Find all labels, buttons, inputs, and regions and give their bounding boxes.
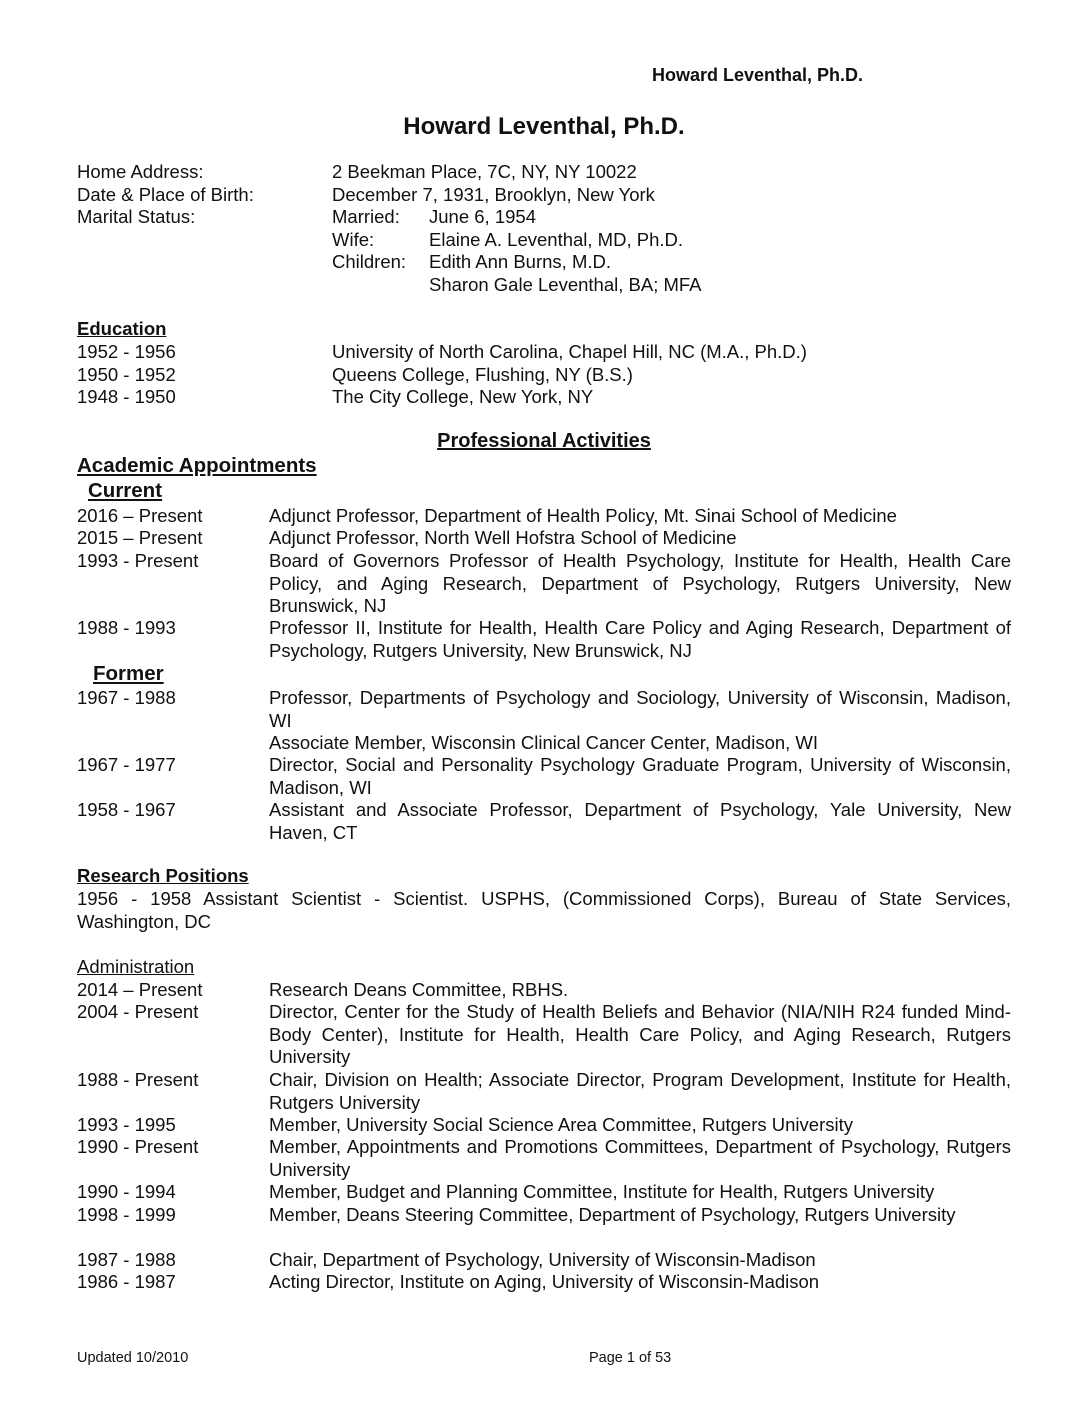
education-years: 1952 - 1956 — [77, 341, 176, 362]
wife-value: Elaine A. Leventhal, MD, Ph.D. — [429, 229, 683, 250]
admin-text: Chair, Department of Psychology, University of Wisconsin-Madison — [269, 1249, 816, 1270]
appointment-text: Adjunct Professor, Department of Health Policy, Mt. Sinai School of Medicine — [269, 505, 897, 526]
wife-label: Wife: — [332, 229, 375, 250]
admin-years: 2014 – Present — [77, 979, 203, 1000]
research-positions-heading: Research Positions — [77, 865, 249, 886]
appointment-text: Professor, Departments of Psychology and Sociology, University of Wisconsin, Madison, WI — [269, 687, 1011, 731]
admin-text: Member, Budget and Planning Committee, Institute for Health, Rutgers University — [269, 1181, 935, 1202]
education-years: 1950 - 1952 — [77, 364, 176, 385]
education-years: 1948 - 1950 — [77, 386, 176, 407]
former-heading: Former — [93, 662, 164, 685]
education-school: University of North Carolina, Chapel Hill, NC (M.A., Ph.D.) — [332, 341, 807, 362]
admin-years: 1998 - 1999 — [77, 1204, 176, 1225]
footer-page-number: Page 1 of 53 — [589, 1350, 672, 1366]
admin-years: 1988 - Present — [77, 1069, 199, 1090]
appointment-years: 1958 - 1967 — [77, 799, 176, 820]
education-heading: Education — [77, 318, 167, 339]
married-label: Married: — [332, 206, 400, 227]
appointment-text: Professor II, Institute for Health, Health Care Policy and Aging Research, Department of Psychology, Rutgers University, New Brunswick, NJ — [269, 617, 1011, 661]
appointment-text: Assistant and Associate Professor, Department of Psychology, Yale University, New Haven, CT — [269, 799, 1011, 843]
admin-years: 1993 - 1995 — [77, 1114, 176, 1135]
appointment-years: 2016 – Present — [77, 505, 203, 526]
birth-value: December 7, 1931, Brooklyn, New York — [332, 184, 655, 205]
admin-text: Member, University Social Science Area Committee, Rutgers University — [269, 1114, 853, 1135]
professional-activities-heading: Professional Activities — [437, 430, 651, 452]
appointment-text: Director, Social and Personality Psychology Graduate Program, University of Wisconsin, Madison, WI — [269, 754, 1011, 798]
admin-text: Member, Appointments and Promotions Committees, Department of Psychology, Rutgers University — [269, 1136, 1011, 1180]
admin-text: Member, Deans Steering Committee, Department of Psychology, Rutgers University — [269, 1204, 956, 1225]
appointment-text: Associate Member, Wisconsin Clinical Cancer Center, Madison, WI — [269, 732, 819, 753]
education-school: The City College, New York, NY — [332, 386, 594, 407]
birth-label: Date & Place of Birth: — [77, 184, 254, 205]
appointment-years: 1988 - 1993 — [77, 617, 176, 638]
admin-text: Acting Director, Institute on Aging, University of Wisconsin-Madison — [269, 1271, 820, 1292]
page-title: Howard Leventhal, Ph.D. — [403, 113, 685, 140]
academic-appointments-heading: Academic Appointments — [77, 454, 317, 477]
admin-years: 1990 - 1994 — [77, 1181, 176, 1202]
admin-text: Chair, Division on Health; Associate Director, Program Development, Institute for Health, Rutgers University — [269, 1069, 1011, 1113]
appointment-text: Adjunct Professor, North Well Hofstra School of Medicine — [269, 527, 737, 548]
appointment-years: 1967 - 1977 — [77, 754, 176, 775]
running-header: Howard Leventhal, Ph.D. — [652, 65, 864, 85]
current-heading: Current — [88, 479, 163, 502]
appointment-years: 1967 - 1988 — [77, 687, 176, 708]
appointment-years: 1993 - Present — [77, 550, 199, 571]
footer-updated: Updated 10/2010 — [77, 1350, 189, 1366]
child-name: Edith Ann Burns, M.D. — [429, 251, 612, 272]
appointment-years: 2015 – Present — [77, 527, 203, 548]
admin-text: Research Deans Committee, RBHS. — [269, 979, 569, 1000]
education-school: Queens College, Flushing, NY (B.S.) — [332, 364, 633, 385]
admin-text: Director, Center for the Study of Health Beliefs and Behavior (NIA/NIH R24 funded Mind-Body Center), Institute for Health, Health Care Policy, and Aging Research, Rutgers University — [269, 1001, 1011, 1067]
admin-years: 2004 - Present — [77, 1001, 199, 1022]
research-position-text: 1956 - 1958 Assistant Scientist - Scientist. USPHS, (Commissioned Corps), Bureau of State Services, Washington, DC — [77, 888, 1011, 932]
admin-years: 1987 - 1988 — [77, 1249, 176, 1270]
admin-years: 1990 - Present — [77, 1136, 199, 1157]
marital-status-label: Marital Status: — [77, 206, 196, 227]
married-value: June 6, 1954 — [429, 206, 536, 227]
home-address-value: 2 Beekman Place, 7C, NY, NY 10022 — [332, 161, 637, 182]
child-name: Sharon Gale Leventhal, BA; MFA — [429, 274, 702, 295]
children-label: Children: — [332, 251, 407, 272]
admin-years: 1986 - 1987 — [77, 1271, 176, 1292]
administration-heading: Administration — [77, 956, 195, 977]
appointment-text: Board of Governors Professor of Health Psychology, Institute for Health, Health Care Policy, and Aging Research, Department of Psychology, Rutgers University, New Brunswick, NJ — [269, 550, 1011, 616]
home-address-label: Home Address: — [77, 161, 204, 182]
